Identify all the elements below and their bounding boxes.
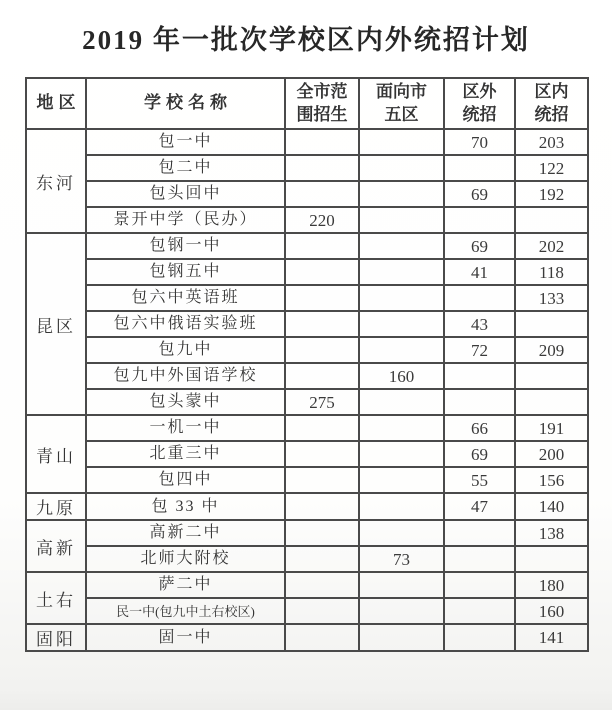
region-cell-guyang: 固阳 bbox=[26, 624, 86, 651]
school-name-cell: 包一中 bbox=[86, 129, 285, 155]
enrollment-table bbox=[25, 77, 589, 652]
citywide-value-cell bbox=[285, 311, 359, 337]
region-cell-donghe: 东河 bbox=[26, 129, 86, 233]
table-row bbox=[26, 155, 588, 181]
table-row bbox=[26, 285, 588, 311]
table-row bbox=[26, 129, 588, 155]
school-name-cell: 景开中学（民办） bbox=[86, 207, 285, 233]
citywide-value-cell bbox=[285, 441, 359, 467]
citywide-value-cell bbox=[285, 520, 359, 546]
citywide-value-cell bbox=[285, 259, 359, 285]
school-name-cell: 包六中英语班 bbox=[86, 285, 285, 311]
header-cell-five-districts: 面向市五区 bbox=[359, 78, 444, 129]
five-districts-value-cell bbox=[359, 311, 444, 337]
out-district-value-cell bbox=[444, 520, 515, 546]
citywide-value-cell bbox=[285, 155, 359, 181]
school-name-cell: 萨二中 bbox=[86, 572, 285, 598]
in-district-value-cell: 202 bbox=[515, 233, 588, 259]
citywide-value-cell: 275 bbox=[285, 389, 359, 415]
citywide-value-cell bbox=[285, 233, 359, 259]
in-district-value-cell: 138 bbox=[515, 520, 588, 546]
table-row bbox=[26, 624, 588, 651]
in-district-value-cell: 118 bbox=[515, 259, 588, 285]
table-row bbox=[26, 311, 588, 337]
citywide-value-cell bbox=[285, 129, 359, 155]
citywide-value-cell bbox=[285, 363, 359, 389]
in-district-value-cell: 209 bbox=[515, 337, 588, 363]
citywide-value-cell bbox=[285, 624, 359, 651]
table-row bbox=[26, 441, 588, 467]
table-row bbox=[26, 546, 588, 572]
citywide-value-cell bbox=[285, 337, 359, 363]
in-district-value-cell: 133 bbox=[515, 285, 588, 311]
table-row bbox=[26, 598, 588, 624]
citywide-value-cell: 220 bbox=[285, 207, 359, 233]
five-districts-value-cell bbox=[359, 233, 444, 259]
in-district-value-cell bbox=[515, 311, 588, 337]
five-districts-value-cell bbox=[359, 337, 444, 363]
header-cell-citywide: 全市范围招生 bbox=[285, 78, 359, 129]
school-name-cell: 北重三中 bbox=[86, 441, 285, 467]
table-row bbox=[26, 337, 588, 363]
out-district-value-cell: 55 bbox=[444, 467, 515, 493]
school-name-cell: 一机一中 bbox=[86, 415, 285, 441]
in-district-value-cell: 122 bbox=[515, 155, 588, 181]
five-districts-value-cell bbox=[359, 415, 444, 441]
school-name-cell: 北师大附校 bbox=[86, 546, 285, 572]
five-districts-value-cell: 160 bbox=[359, 363, 444, 389]
out-district-value-cell: 70 bbox=[444, 129, 515, 155]
header-cell-school-name: 学校名称 bbox=[86, 78, 285, 129]
table-row bbox=[26, 520, 588, 546]
out-district-value-cell: 69 bbox=[444, 441, 515, 467]
citywide-value-cell bbox=[285, 546, 359, 572]
five-districts-value-cell bbox=[359, 598, 444, 624]
in-district-value-cell: 191 bbox=[515, 415, 588, 441]
school-name-cell: 包钢一中 bbox=[86, 233, 285, 259]
in-district-value-cell: 203 bbox=[515, 129, 588, 155]
school-name-cell: 固一中 bbox=[86, 624, 285, 651]
page-title: 2019 年一批次学校区内外统招计划 bbox=[82, 25, 530, 55]
header-row bbox=[26, 78, 588, 129]
out-district-value-cell bbox=[444, 363, 515, 389]
out-district-value-cell: 69 bbox=[444, 233, 515, 259]
out-district-value-cell bbox=[444, 546, 515, 572]
school-name-cell: 包九中外国语学校 bbox=[86, 363, 285, 389]
citywide-value-cell bbox=[285, 181, 359, 207]
school-name-cell: 高新二中 bbox=[86, 520, 285, 546]
table-row bbox=[26, 493, 588, 520]
five-districts-value-cell bbox=[359, 207, 444, 233]
table-row bbox=[26, 363, 588, 389]
in-district-value-cell: 192 bbox=[515, 181, 588, 207]
region-cell-jiuyuan: 九原 bbox=[26, 493, 86, 520]
five-districts-value-cell bbox=[359, 441, 444, 467]
in-district-value-cell bbox=[515, 207, 588, 233]
five-districts-value-cell bbox=[359, 624, 444, 651]
out-district-value-cell: 72 bbox=[444, 337, 515, 363]
table-row bbox=[26, 415, 588, 441]
region-cell-kunqu: 昆区 bbox=[26, 233, 86, 415]
school-name-cell: 包钢五中 bbox=[86, 259, 285, 285]
out-district-value-cell: 66 bbox=[444, 415, 515, 441]
table-row bbox=[26, 233, 588, 259]
table-row bbox=[26, 207, 588, 233]
five-districts-value-cell bbox=[359, 389, 444, 415]
region-cell-qingshan: 青山 bbox=[26, 415, 86, 493]
in-district-value-cell: 160 bbox=[515, 598, 588, 624]
five-districts-value-cell bbox=[359, 285, 444, 311]
out-district-value-cell bbox=[444, 285, 515, 311]
in-district-value-cell: 200 bbox=[515, 441, 588, 467]
header-cell-region: 地区 bbox=[26, 78, 86, 129]
five-districts-value-cell bbox=[359, 467, 444, 493]
header-cell-out-district: 区外统招 bbox=[444, 78, 515, 129]
in-district-value-cell bbox=[515, 363, 588, 389]
out-district-value-cell: 43 bbox=[444, 311, 515, 337]
out-district-value-cell bbox=[444, 572, 515, 598]
in-district-value-cell bbox=[515, 389, 588, 415]
school-name-cell: 包六中俄语实验班 bbox=[86, 311, 285, 337]
five-districts-value-cell bbox=[359, 493, 444, 520]
five-districts-value-cell bbox=[359, 520, 444, 546]
school-name-cell: 包二中 bbox=[86, 155, 285, 181]
table-row bbox=[26, 467, 588, 493]
five-districts-value-cell bbox=[359, 572, 444, 598]
five-districts-value-cell bbox=[359, 181, 444, 207]
five-districts-value-cell bbox=[359, 129, 444, 155]
out-district-value-cell bbox=[444, 598, 515, 624]
out-district-value-cell: 41 bbox=[444, 259, 515, 285]
in-district-value-cell: 141 bbox=[515, 624, 588, 651]
school-name-cell: 包九中 bbox=[86, 337, 285, 363]
in-district-value-cell: 180 bbox=[515, 572, 588, 598]
out-district-value-cell bbox=[444, 207, 515, 233]
in-district-value-cell bbox=[515, 546, 588, 572]
in-district-value-cell: 156 bbox=[515, 467, 588, 493]
header-cell-in-district: 区内统招 bbox=[515, 78, 588, 129]
citywide-value-cell bbox=[285, 285, 359, 311]
out-district-value-cell: 69 bbox=[444, 181, 515, 207]
citywide-value-cell bbox=[285, 467, 359, 493]
out-district-value-cell bbox=[444, 624, 515, 651]
out-district-value-cell bbox=[444, 155, 515, 181]
in-district-value-cell: 140 bbox=[515, 493, 588, 520]
citywide-value-cell bbox=[285, 415, 359, 441]
table-row bbox=[26, 572, 588, 598]
citywide-value-cell bbox=[285, 493, 359, 520]
school-name-cell: 包 33 中 bbox=[86, 493, 285, 520]
region-cell-tuyou: 土右 bbox=[26, 572, 86, 624]
table-row bbox=[26, 389, 588, 415]
school-name-cell: 包四中 bbox=[86, 467, 285, 493]
school-name-cell: 包头蒙中 bbox=[86, 389, 285, 415]
five-districts-value-cell: 73 bbox=[359, 546, 444, 572]
out-district-value-cell: 47 bbox=[444, 493, 515, 520]
out-district-value-cell bbox=[444, 389, 515, 415]
table-row bbox=[26, 181, 588, 207]
table-row bbox=[26, 259, 588, 285]
region-cell-gaoxin: 高新 bbox=[26, 520, 86, 572]
citywide-value-cell bbox=[285, 572, 359, 598]
enrollment-table-container bbox=[25, 77, 587, 652]
five-districts-value-cell bbox=[359, 155, 444, 181]
five-districts-value-cell bbox=[359, 259, 444, 285]
school-name-cell: 民一中(包九中土右校区) bbox=[86, 598, 285, 624]
citywide-value-cell bbox=[285, 598, 359, 624]
school-name-cell: 包头回中 bbox=[86, 181, 285, 207]
